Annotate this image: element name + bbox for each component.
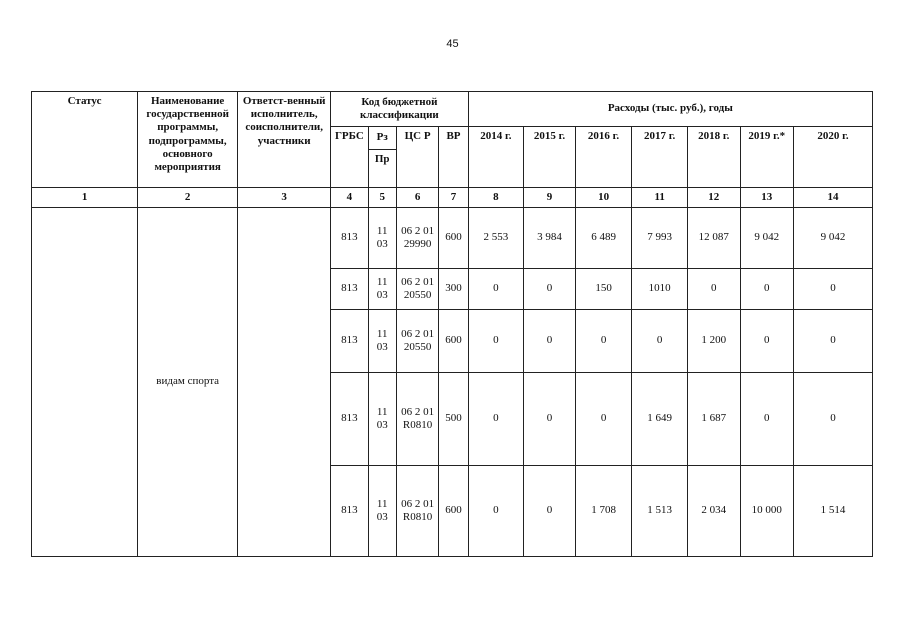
header-year-2016: 2016 г. bbox=[575, 127, 632, 188]
column-number: 12 bbox=[687, 188, 740, 208]
grbs-cell: 813 bbox=[331, 466, 368, 557]
header-executor: Ответст-венный исполнитель, соисполнители, участники bbox=[238, 92, 331, 188]
csr-part2: 29990 bbox=[403, 238, 432, 250]
column-number: 1 bbox=[32, 188, 138, 208]
header-name: Наименование государственной программы, подпрограммы, основного мероприятия bbox=[138, 92, 238, 188]
value-2020: 0 bbox=[794, 269, 873, 310]
rz-pr-cell bbox=[368, 310, 396, 373]
value-2018: 0 bbox=[687, 269, 740, 310]
page-number: 45 bbox=[446, 38, 459, 50]
value-2015: 0 bbox=[524, 466, 576, 557]
column-number: 8 bbox=[468, 188, 524, 208]
value-2019: 9 042 bbox=[740, 208, 794, 269]
value-2017: 7 993 bbox=[632, 208, 688, 269]
header-year-2014: 2014 г. bbox=[468, 127, 524, 188]
value-2018: 2 034 bbox=[687, 466, 740, 557]
status-cell bbox=[32, 208, 138, 557]
header-vr: ВР bbox=[439, 127, 468, 188]
value-2015: 3 984 bbox=[524, 208, 576, 269]
csr-part2: R0810 bbox=[402, 511, 433, 523]
column-number: 11 bbox=[632, 188, 688, 208]
value-2019: 0 bbox=[740, 269, 794, 310]
value-2016: 150 bbox=[575, 269, 632, 310]
value-2015: 0 bbox=[524, 373, 576, 466]
pr-value: 03 bbox=[376, 419, 388, 431]
column-number: 6 bbox=[396, 188, 438, 208]
column-number: 9 bbox=[524, 188, 576, 208]
grbs-cell: 813 bbox=[331, 373, 368, 466]
value-2014: 0 bbox=[468, 373, 524, 466]
column-number: 3 bbox=[238, 188, 331, 208]
value-2018: 12 087 bbox=[687, 208, 740, 269]
value-2014: 0 bbox=[468, 466, 524, 557]
value-2020: 0 bbox=[794, 310, 873, 373]
value-2017: 1 649 bbox=[632, 373, 688, 466]
rz-pr-cell bbox=[368, 269, 396, 310]
csr-cell bbox=[396, 269, 438, 310]
pr-value: 03 bbox=[376, 289, 388, 301]
value-2017: 1 513 bbox=[632, 466, 688, 557]
vr-cell: 300 bbox=[439, 269, 468, 310]
column-number: 2 bbox=[138, 188, 238, 208]
column-number: 13 bbox=[740, 188, 794, 208]
column-number: 7 bbox=[439, 188, 468, 208]
name-cell: видам спорта bbox=[138, 208, 238, 557]
value-2015: 0 bbox=[524, 269, 576, 310]
pr-value: 03 bbox=[376, 238, 388, 250]
value-2015: 0 bbox=[524, 310, 576, 373]
value-2020: 9 042 bbox=[794, 208, 873, 269]
value-2016: 0 bbox=[575, 373, 632, 466]
rz-value: 11 bbox=[376, 497, 388, 510]
executor-cell bbox=[238, 208, 331, 557]
rz-pr-cell bbox=[368, 373, 396, 466]
vr-cell: 500 bbox=[439, 373, 468, 466]
value-2019: 10 000 bbox=[740, 466, 794, 557]
csr-part2: 20550 bbox=[403, 341, 432, 353]
header-year-2015: 2015 г. bbox=[524, 127, 576, 188]
value-2016: 0 bbox=[575, 310, 632, 373]
column-number: 14 bbox=[794, 188, 873, 208]
csr-part1: 06 2 01 bbox=[401, 224, 435, 237]
value-2017: 0 bbox=[632, 310, 688, 373]
rz-value: 11 bbox=[376, 327, 388, 340]
pr-value: 03 bbox=[376, 511, 388, 523]
header-expenses: Расходы (тыс. руб.), годы bbox=[468, 92, 872, 127]
header-year-2020: 2020 г. bbox=[794, 127, 873, 188]
grbs-cell: 813 bbox=[331, 269, 368, 310]
column-number: 10 bbox=[575, 188, 632, 208]
csr-part2: 20550 bbox=[403, 289, 432, 301]
value-2020: 0 bbox=[794, 373, 873, 466]
csr-cell bbox=[396, 208, 438, 269]
table-row bbox=[32, 208, 873, 269]
column-number: 5 bbox=[368, 188, 396, 208]
value-2018: 1 687 bbox=[687, 373, 740, 466]
csr-cell bbox=[396, 310, 438, 373]
header-rz: Рз bbox=[368, 127, 396, 150]
rz-value: 11 bbox=[376, 405, 388, 418]
value-2014: 2 553 bbox=[468, 208, 524, 269]
grbs-cell: 813 bbox=[331, 208, 368, 269]
header-year-2017: 2017 г. bbox=[632, 127, 688, 188]
value-2016: 1 708 bbox=[575, 466, 632, 557]
header-grbs: ГРБС bbox=[331, 127, 368, 188]
csr-cell bbox=[396, 373, 438, 466]
header-year-2019: 2019 г.* bbox=[740, 127, 794, 188]
pr-value: 03 bbox=[376, 341, 388, 353]
value-2018: 1 200 bbox=[687, 310, 740, 373]
header-pr: Пр bbox=[368, 150, 396, 188]
column-number: 4 bbox=[331, 188, 368, 208]
rz-value: 11 bbox=[376, 224, 388, 237]
header-status: Статус bbox=[32, 92, 138, 188]
value-2020: 1 514 bbox=[794, 466, 873, 557]
value-2019: 0 bbox=[740, 373, 794, 466]
vr-cell: 600 bbox=[439, 208, 468, 269]
rz-value: 11 bbox=[376, 275, 388, 288]
csr-part1: 06 2 01 bbox=[401, 405, 435, 418]
csr-part1: 06 2 01 bbox=[401, 497, 435, 510]
header-year-2018: 2018 г. bbox=[687, 127, 740, 188]
header-budget-code: Код бюджетной классификации bbox=[331, 92, 468, 127]
value-2014: 0 bbox=[468, 310, 524, 373]
value-2014: 0 bbox=[468, 269, 524, 310]
value-2016: 6 489 bbox=[575, 208, 632, 269]
vr-cell: 600 bbox=[439, 310, 468, 373]
csr-part1: 06 2 01 bbox=[401, 327, 435, 340]
grbs-cell: 813 bbox=[331, 310, 368, 373]
csr-part1: 06 2 01 bbox=[401, 275, 435, 288]
rz-pr-cell bbox=[368, 208, 396, 269]
rz-pr-cell bbox=[368, 466, 396, 557]
value-2017: 1010 bbox=[632, 269, 688, 310]
vr-cell: 600 bbox=[439, 466, 468, 557]
csr-part2: R0810 bbox=[402, 419, 433, 431]
header-csr: ЦС Р bbox=[396, 127, 438, 188]
csr-cell bbox=[396, 466, 438, 557]
budget-table bbox=[31, 91, 873, 557]
value-2019: 0 bbox=[740, 310, 794, 373]
